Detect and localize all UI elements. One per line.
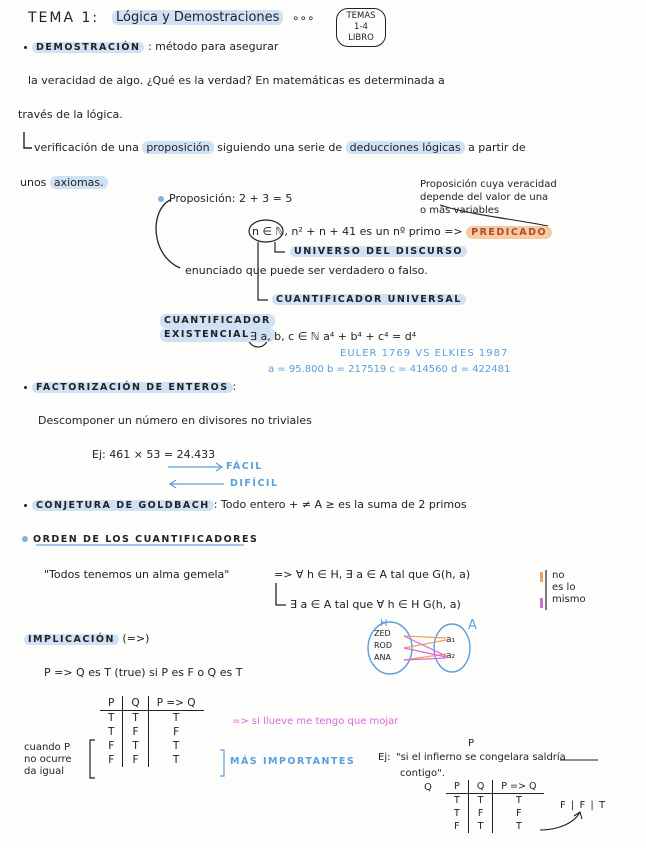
table2-note: F | F | T — [560, 800, 607, 811]
set-h-label: H — [380, 618, 388, 629]
formula: n ∈ ℕ, n² + n + 41 es un nº primo => — [252, 225, 463, 238]
goldbach-heading: CONJETURA DE GOLDBACH — [32, 500, 214, 511]
highlight-axiomas: axiomas. — [50, 176, 108, 189]
note-line: o más variables — [420, 205, 500, 216]
table-cell: F — [123, 753, 148, 767]
orden-formula-2: ∃ a ∈ A tal que ∀ h ∈ H G(h, a) — [290, 598, 461, 611]
counterexample-values: a = 95.800 b = 217519 c = 414560 d = 422481 — [268, 364, 511, 375]
highlight-proposicion: proposición — [142, 141, 213, 154]
bullet-icon — [24, 46, 27, 49]
important-label: MÁS IMPORTANTES — [230, 756, 356, 767]
predicado-formula — [252, 225, 552, 238]
proposicion-example: 2 + 3 = 5 — [238, 192, 293, 205]
example-truth-table — [446, 780, 544, 833]
goldbach-line — [24, 498, 467, 511]
set-item: a₂ — [446, 651, 456, 661]
dificil-label: DIFÍCIL — [230, 478, 279, 489]
table-cell: T — [468, 794, 492, 808]
note-line: Proposición cuya veracidad — [420, 179, 557, 190]
demostracion-def: : método para asegurar — [147, 40, 279, 53]
title-dots: ∘∘∘ — [292, 11, 315, 25]
demostracion-text — [20, 176, 108, 189]
example-text-2: contigo". — [400, 768, 445, 779]
label-line: CUANTIFICADOR — [160, 314, 275, 328]
proposicion-line — [158, 192, 292, 205]
implicacion-rule: P => Q es T (true) si P es F o Q es T — [44, 666, 243, 679]
bullet-icon — [22, 536, 28, 542]
example-label: Ej: — [378, 752, 391, 763]
topic-tag — [336, 8, 386, 47]
table-header: P => Q — [148, 696, 203, 711]
set-a-items — [446, 632, 455, 664]
set-item: a₁ — [446, 635, 456, 645]
table-cell: T — [515, 821, 522, 832]
orden-formula-1: => ∀ h ∈ H, ∃ a ∈ A tal que G(h, a) — [274, 568, 471, 581]
note-line: cuando P — [24, 742, 70, 753]
set-item: ROD — [374, 641, 393, 650]
bullet-icon — [158, 196, 164, 202]
colon: : — [232, 380, 237, 393]
euler-elkies: EULER 1769 VS ELKIES 1987 — [340, 348, 509, 359]
text-span: verificación de una — [34, 141, 139, 154]
cuantificador-universal-label: CUANTIFICADOR UNIVERSAL — [272, 294, 466, 305]
set-h-items — [374, 628, 392, 664]
facil-label: FÁCIL — [226, 461, 263, 472]
demostracion-heading: DEMOSTRACIÓN — [32, 42, 144, 53]
table-row — [100, 711, 204, 726]
truth-table — [100, 696, 204, 767]
table-header: P — [446, 780, 468, 794]
factorizacion-text: Descomponer un número en divisores no triviales — [38, 414, 312, 427]
tag-line: 1-4 — [354, 22, 368, 32]
bullet-icon — [24, 504, 27, 507]
text-span: unos — [20, 176, 47, 189]
tag-line: TEMAS — [346, 11, 376, 21]
table-row — [446, 820, 544, 833]
table-cell: T — [172, 754, 180, 766]
note-line: depende del valor de una — [420, 192, 549, 203]
set-item: ZED — [374, 629, 391, 638]
text-span: siguiendo una serie de — [217, 141, 343, 154]
table-row — [446, 794, 544, 808]
note-line: no — [552, 570, 565, 581]
table-cell: T — [446, 794, 468, 808]
demostracion-text: través de la lógica. — [18, 108, 123, 121]
demostracion-text — [34, 141, 526, 154]
q-mark: Q — [424, 782, 432, 793]
table-header-row — [100, 696, 204, 711]
table-cell: T — [172, 740, 180, 752]
implicacion-heading: IMPLICACIÓN — [24, 634, 119, 645]
example-text: "si el infierno se congelara saldría — [396, 752, 566, 763]
orden-line — [22, 532, 258, 545]
table-header-row — [446, 780, 544, 794]
note-line: no ocurre — [24, 754, 72, 765]
demostracion-text: la veracidad de algo. ¿Qué es la verdad? En matemáticas es determinada a — [28, 74, 445, 87]
highlight-deducciones: deducciones lógicas — [346, 141, 465, 154]
table-row — [100, 753, 204, 767]
orden-quote: "Todos tenemos un alma gemela" — [44, 568, 230, 581]
note-line: da igual — [24, 766, 65, 777]
table-cell: T — [468, 820, 492, 833]
set-item: ANA — [374, 653, 391, 662]
table-cell: T — [515, 795, 522, 806]
table-cell: T — [123, 739, 148, 753]
table-cell: T — [446, 807, 468, 820]
table-header: P => Q — [493, 780, 545, 794]
predicado-badge: PREDICADO — [466, 226, 552, 239]
label-line: EXISTENCIAL — [160, 328, 275, 342]
factorizacion-line — [24, 380, 236, 393]
table-row — [100, 725, 204, 739]
table-header: Q — [468, 780, 492, 794]
orden-note — [552, 570, 586, 606]
table-cell: T — [100, 711, 123, 726]
p-mark: P — [468, 738, 475, 749]
proposicion-label: Proposición: — [169, 192, 236, 205]
page-subtitle: Lógica y Demostraciones — [112, 10, 283, 25]
table-row — [446, 807, 544, 820]
tag-line: LIBRO — [348, 33, 374, 43]
table-cell: T — [100, 725, 123, 739]
implicacion-line — [24, 632, 149, 645]
note-line: mismo — [552, 594, 586, 605]
table-cell: F — [516, 808, 522, 819]
table-cell: T — [123, 711, 148, 726]
factorizacion-example: Ej: 461 × 53 = 24.433 — [92, 448, 216, 461]
table-cell: F — [173, 726, 180, 738]
goldbach-text: : Todo entero + ≠ A ≥ es la suma de 2 primos — [213, 498, 467, 511]
text-span: a partir de — [468, 141, 526, 154]
page-title: TEMA 1: — [28, 10, 100, 26]
bullet-icon — [24, 386, 27, 389]
table-cell: F — [446, 820, 468, 833]
table-header: P — [100, 696, 123, 711]
demostracion-line — [24, 40, 278, 53]
side-note — [24, 742, 72, 778]
table-cell: F — [100, 753, 123, 767]
rain-comment: => si llueve me tengo que mojar — [232, 716, 399, 727]
implicacion-arrow: (=>) — [122, 632, 150, 645]
table-cell: F — [468, 807, 492, 820]
orden-heading: ORDEN DE LOS CUANTIFICADORES — [33, 534, 259, 545]
existencial-formula: ∃ a, b, c ∈ ℕ a⁴ + b⁴ + c⁴ = d⁴ — [250, 330, 417, 343]
proposicion-note — [420, 178, 557, 217]
table-row — [100, 739, 204, 753]
note-line: es lo — [552, 582, 576, 593]
universo-label: UNIVERSO DEL DISCURSO — [290, 246, 467, 257]
table-cell: T — [172, 712, 180, 724]
factorizacion-heading: FACTORIZACIÓN DE ENTEROS — [32, 382, 233, 393]
table-cell: F — [100, 739, 123, 753]
enunciado-text: enunciado que puede ser verdadero o falso. — [185, 264, 428, 277]
set-a-label: A — [468, 618, 477, 633]
table-cell: F — [123, 725, 148, 739]
table-header: Q — [123, 696, 148, 711]
